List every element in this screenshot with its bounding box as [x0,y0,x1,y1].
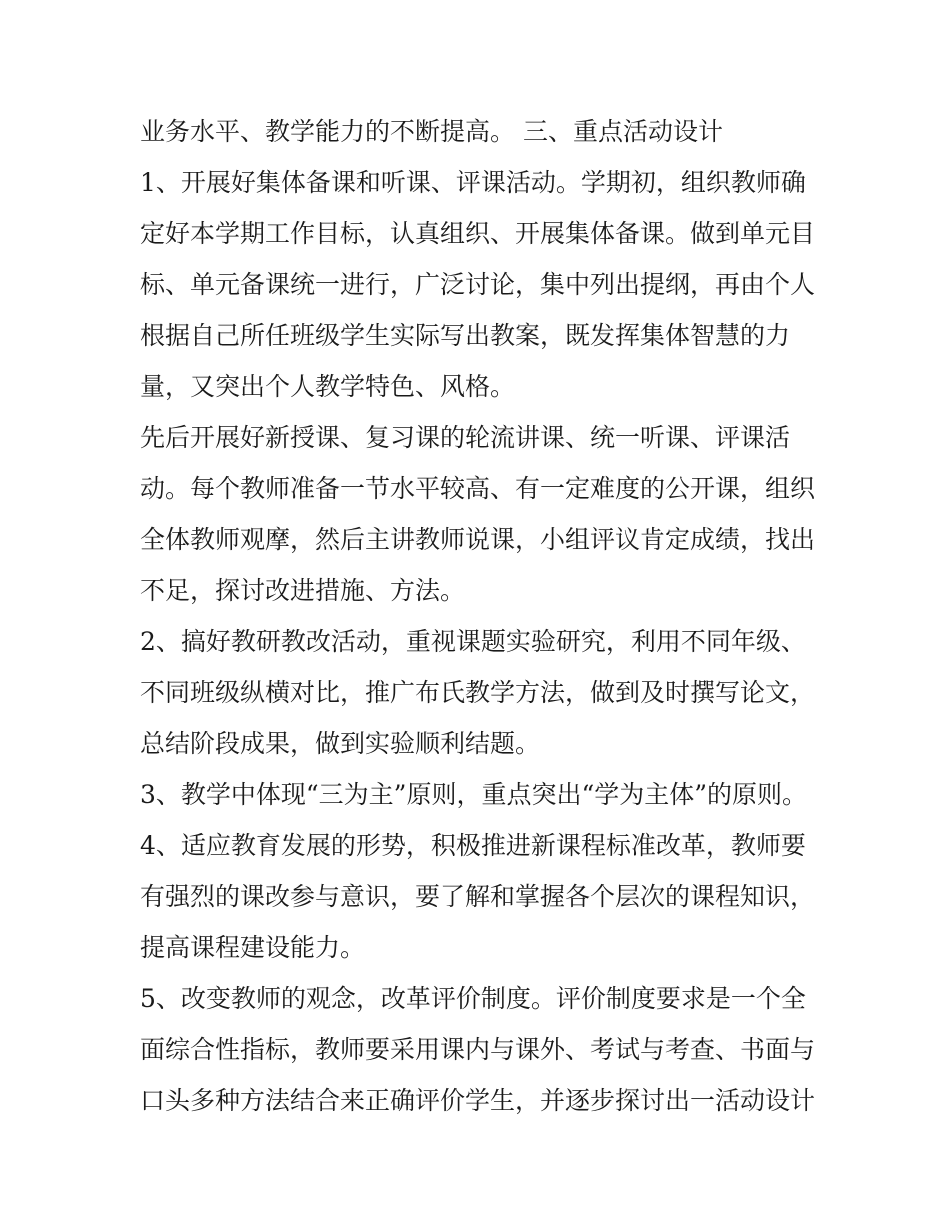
text-line: 1、开展好集体备课和听课、评课活动。学期初，组织教师确 [140,168,806,197]
text-line: 根据自己所任班级学生实际写出教案，既发挥集体智慧的力 [140,321,791,350]
document-body [140,106,816,1126]
text-line: 总结阶段成果，做到实验顺利结题。 [140,729,541,758]
text-line: 先后开展好新授课、复习课的轮流讲课、统一听课、评课活 [140,423,791,452]
text-line: 定好本学期工作目标，认真组织、开展集体备课。做到单元目 [140,219,816,248]
text-line: 有强烈的课改参与意识，要了解和掌握各个层次的课程知识， [140,882,816,911]
text-line: 不同班级纵横对比，推广布氏教学方法，做到及时撰写论文， [140,678,816,707]
text-line: 口头多种方法结合来正确评价学生，并逐步探讨出一活动设计 [140,1086,816,1115]
text-line: 面综合性指标，教师要采用课内与课外、考试与考查、书面与 [140,1035,816,1064]
text-line: 业务水平、教学能力的不断提高。 三、重点活动设计 [140,117,723,146]
text-line: 动。每个教师准备一节水平较高、有一定难度的公开课，组织 [140,474,816,503]
text-line: 标、单元备课统一进行，广泛讨论，集中列出提纲，再由个人 [140,270,816,299]
text-line: 不足，探讨改进措施、方法。 [140,576,466,605]
text-line: 提高课程建设能力。 [140,933,366,962]
text-line: 量，又突出个人教学特色、风格。 [140,372,516,401]
text-line: 2、搞好教研教改活动，重视课题实验研究，利用不同年级、 [140,627,806,656]
text-line: 全体教师观摩，然后主讲教师说课，小组评议肯定成绩，找出 [140,525,816,554]
text-line: 5、改变教师的观念，改革评价制度。评价制度要求是一个全 [140,984,806,1013]
text-line: 4、适应教育发展的形势，积极推进新课程标准改革，教师要 [140,831,806,860]
text-line: 3、教学中体现“三为主”原则，重点突出“学为主体”的原则。 [140,780,808,809]
